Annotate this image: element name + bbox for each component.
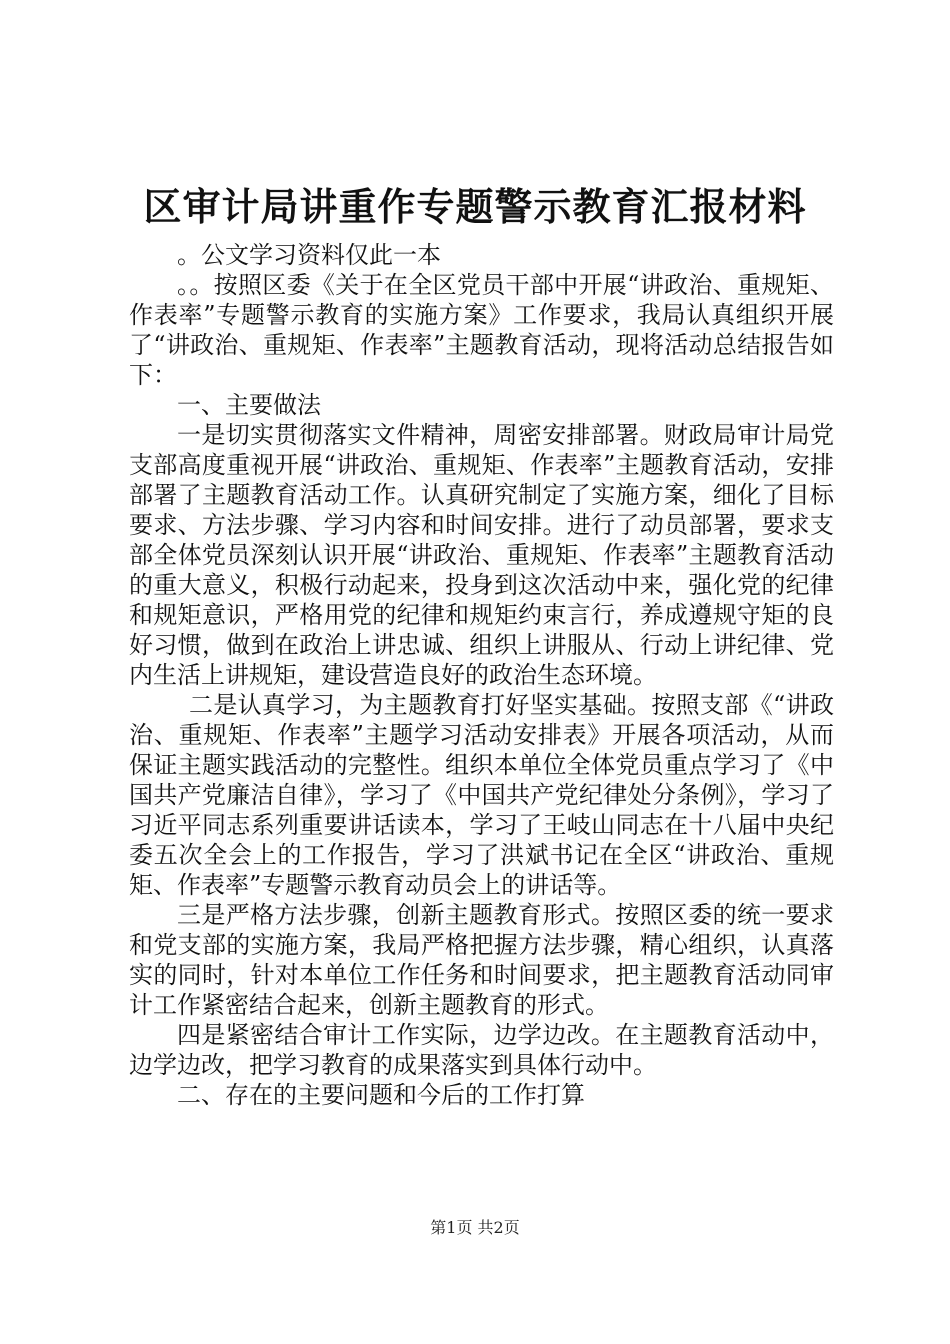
paragraph-note: 。公文学习资料仅此一本 [177,241,441,269]
section-heading-problems-plans: 二、存在的主要问题和今后的工作打算 [177,1081,585,1109]
document-body [129,240,834,1110]
paragraph-point-one: 一是切实贯彻落实文件精神，周密安排部署。财政局审计局党支部高度重视开展“讲政治、重规矩、作表率”主题教育活动，安排部署了主题教育活动工作。认真研究制定了实施方案，细化了目标要求、方法步骤、学习内容和时间安排。进行了动员部署，要求支部全体党员深刻认识开展“讲政治、重规矩、作表率”主题教育活动的重大意义，积极行动起来，投身到这次活动中来，强化党的纪律和规矩意识，严格用党的纪律和规矩约束言行，养成遵规守矩的良好习惯，做到在政治上讲忠诚、组织上讲服从、行动上讲纪律、党内生活上讲规矩，建设营造良好的政治生态环境。 [129,421,834,689]
paragraph-point-three: 三是严格方法步骤，创新主题教育形式。按照区委的统一要求和党支部的实施方案，我局严格把握方法步骤，精心组织，认真落实的同时，针对本单位工作任务和时间要求，把主题教育活动同审计工作紧密结合起来，创新主题教育的形式。 [129,901,834,1019]
document-title: 区审计局讲重作专题警示教育汇报材料 [143,184,807,229]
paragraph-point-four: 四是紧密结合审计工作实际，边学边改。在主题教育活动中，边学边改，把学习教育的成果落实到具体行动中。 [129,1021,834,1079]
page-number-footer: 第1页 共2页 [430,1218,520,1237]
section-heading-main-practices: 一、主要做法 [177,391,321,419]
paragraph-point-two: 二是认真学习，为主题教育打好坚实基础。按照支部《“讲政治、重规矩、作表率”主题学习活动安排表》开展各项活动，从而保证主题实践活动的完整性。组织本单位全体党员重点学习了《中国共产党廉洁自律》，学习了《中国共产党纪律处分条例》，学习了习近平同志系列重要讲话读本，学习了王岐山同志在十八届中央纪委五次全会上的工作报告，学习了洪斌书记在全区“讲政治、重规矩、作表率”专题警示教育动员会上的讲话等。 [129,691,834,899]
paragraph-intro: 。。按照区委《关于在全区党员干部中开展“讲政治、重规矩、作表率”专题警示教育的实施方案》工作要求，我局认真组织开展了“讲政治、重规矩、作表率”主题教育活动，现将活动总结报告如下： [129,271,834,389]
